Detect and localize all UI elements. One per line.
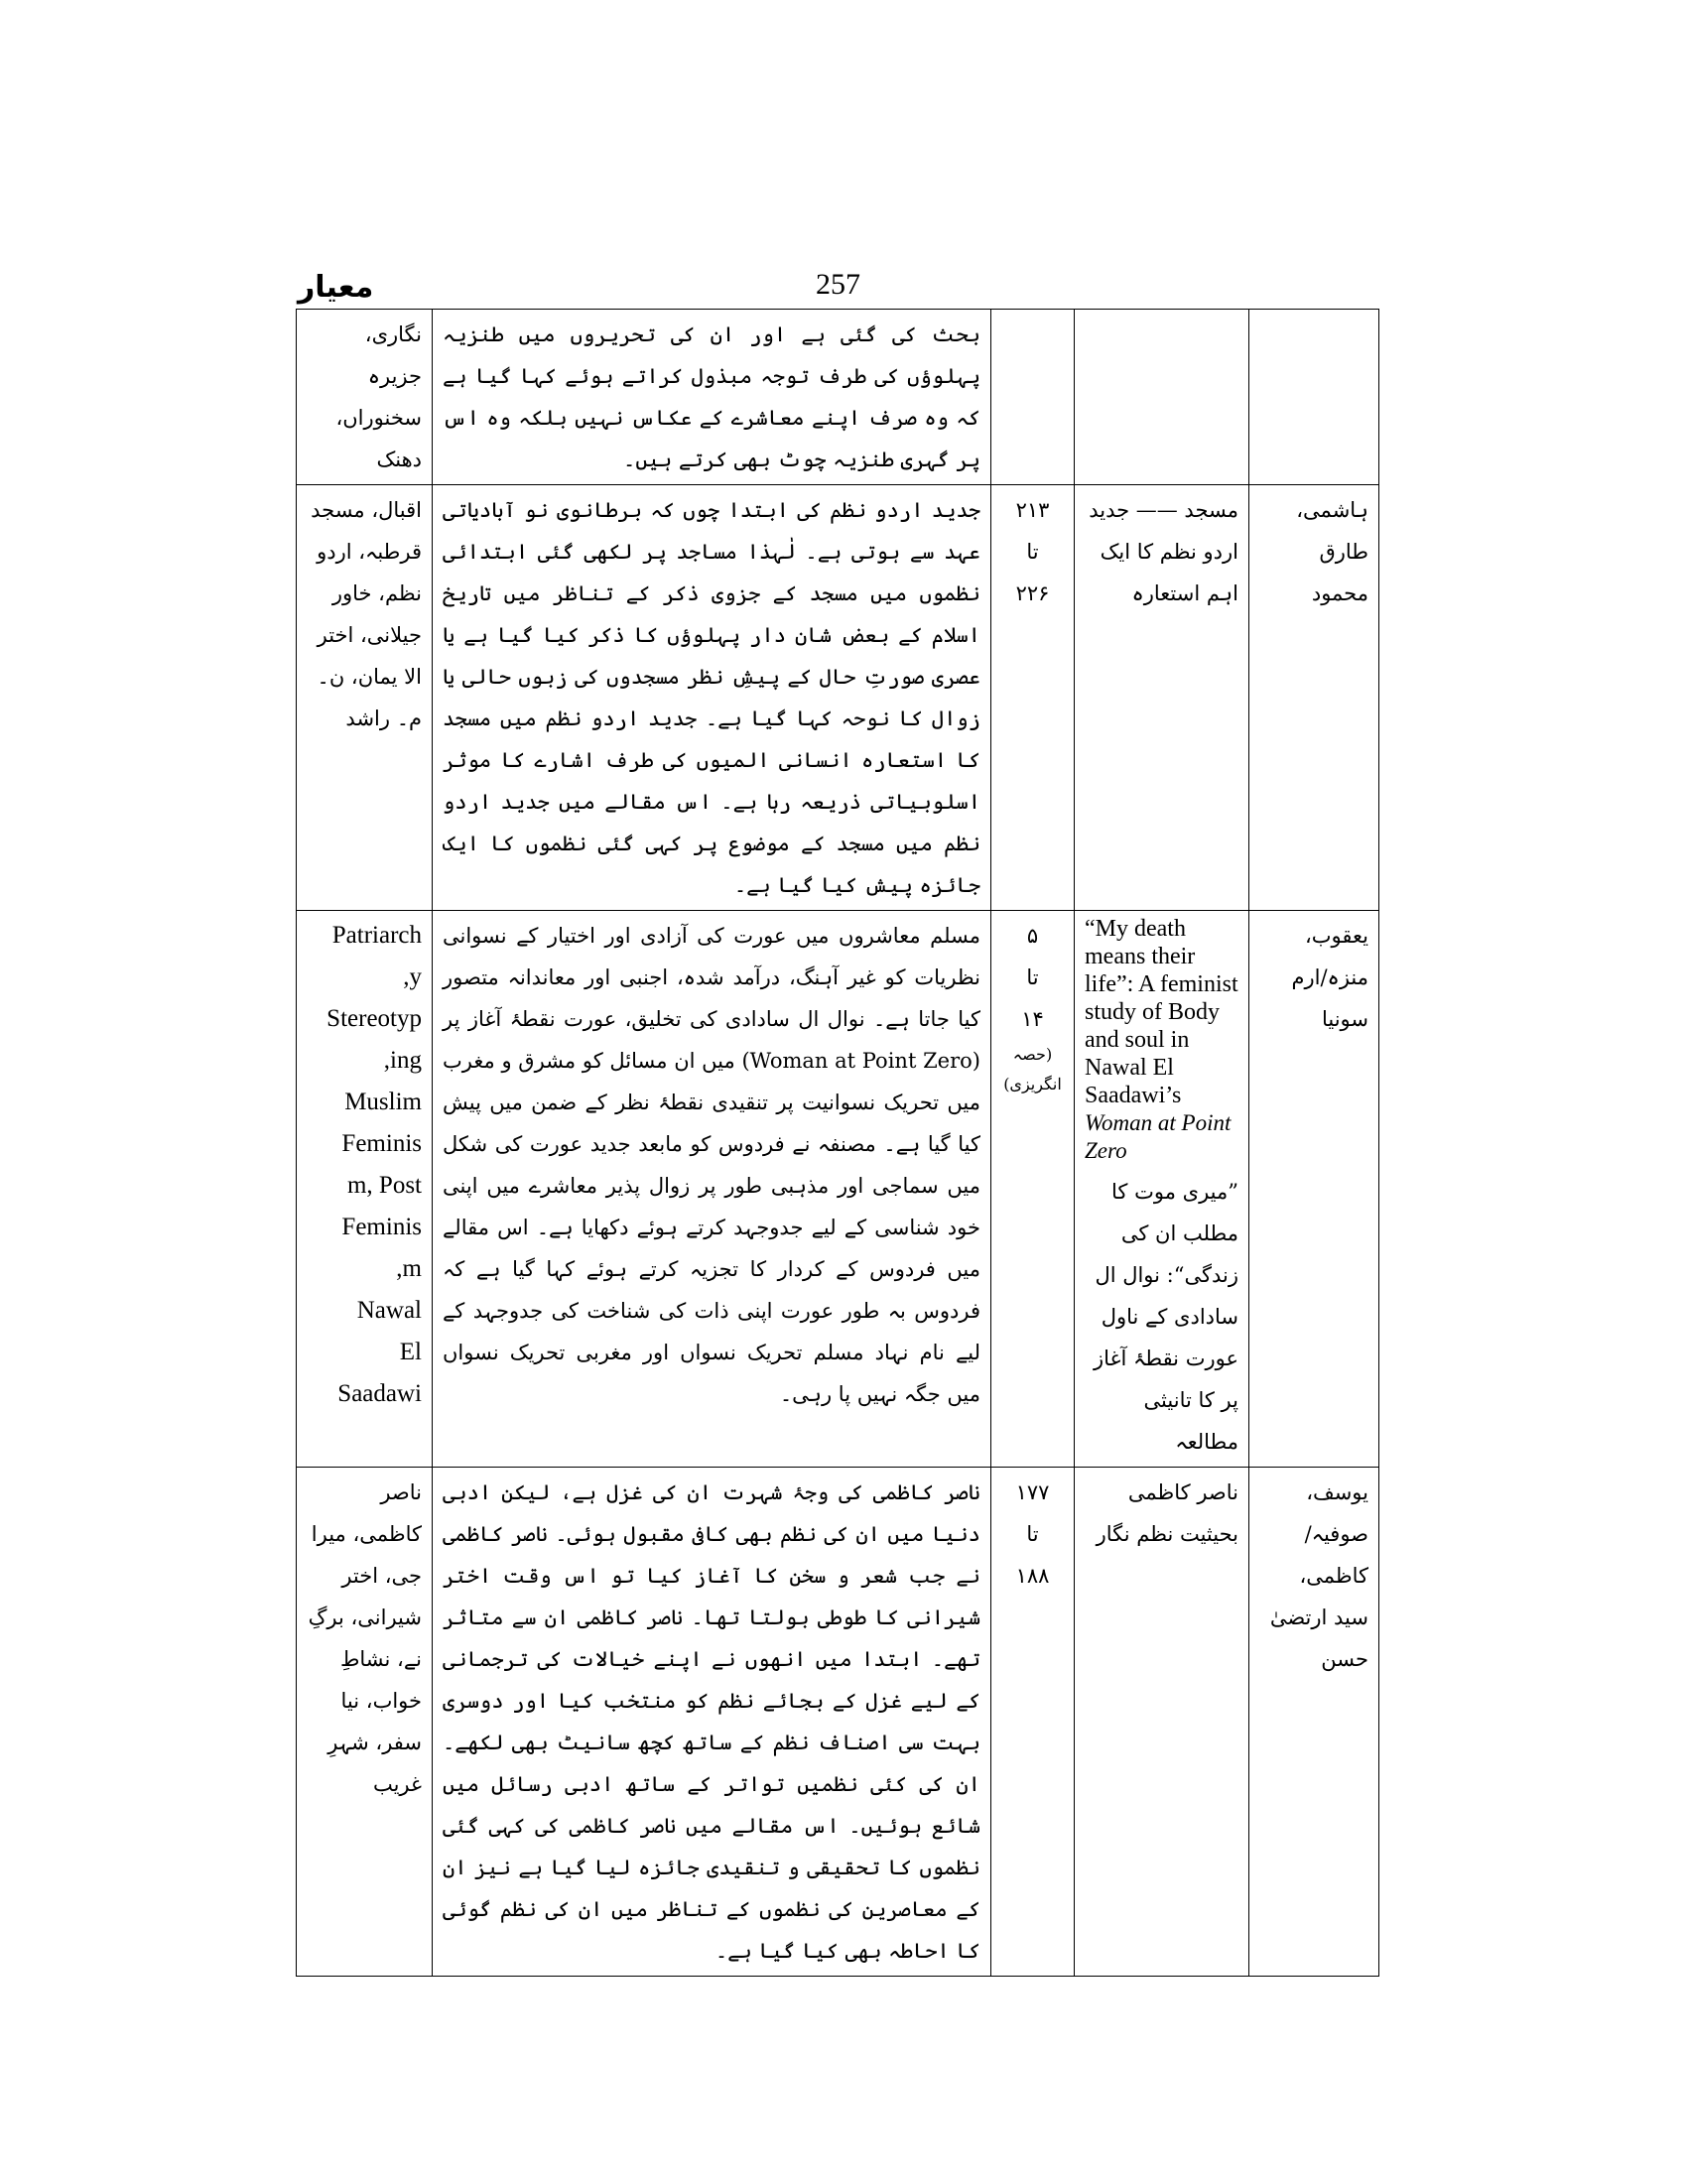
author-name: یوسف، صوفیہ/ کاظمی، سید ارتضیٰ حسن: [1269, 1480, 1368, 1671]
title-cell: [1075, 310, 1249, 485]
table-row: [297, 1468, 1379, 1977]
abstract-cell: [433, 911, 991, 1468]
keyword-line: Feminis: [341, 1130, 422, 1157]
pages-cell: [991, 1468, 1075, 1977]
author-cell: [1249, 1468, 1379, 1977]
abstract-text: جدید اردو نظم کی ابتدا چوں کہ برطانوی نو آبادیاتی عہد سے ہوتی ہے۔ لٰہذا مساجد پر لکھی گئی ابتدائی نظموں میں مسجد کے جزوی ذکر کے تناظر میں تاریخ اسلام کے بعض شان دار پہلوؤں کا ذکر کیا گیا ہے یا عصری صورتِ حال کے پیشِ نظر مسجدوں کی زبوں حالی یا زوال کا نوحہ کہا گیا ہے۔ جدید اردو نظم میں مسجد کا استعارہ انسانی المیوں کی طرف اشارے کا موثر اسلوبیاتی ذریعہ رہا ہے۔ اس مقالے میں جدید اردو نظم میں مسجد کے موضوع پر کہی گئی نظموں کا ایک جائزہ پیش کیا گیا ہے۔: [443, 498, 980, 897]
keyword-line: m,: [396, 1255, 422, 1282]
page-start: ۱۷۷: [1015, 1480, 1050, 1504]
page-end: ۲۲۶: [1015, 581, 1050, 605]
title-cell: [1075, 485, 1249, 911]
pages-cell: [991, 310, 1075, 485]
table-row: [297, 310, 1379, 485]
page-number: 257: [816, 268, 860, 301]
author-name: ہاشمی، طارق محمود: [1296, 498, 1368, 605]
page-start: ۵: [1026, 924, 1039, 948]
keyword-line: El: [399, 1339, 422, 1365]
index-table: [296, 309, 1379, 1977]
keywords-cell: [297, 310, 433, 485]
article-title: ”میری موت کا مطلب ان کی زندگی“: نوال ال سادادی کے ناول عورت نقطۂ آغاز پر کا تانیثی مطالعہ: [1094, 1180, 1238, 1454]
abstract-cell: [433, 1468, 991, 1977]
title-english-italic: Woman at Point Zero: [1085, 1110, 1232, 1163]
page-end: ۱۴: [1021, 1007, 1044, 1031]
table-row: [297, 911, 1379, 1468]
abstract-cell: [433, 485, 991, 911]
page-note: (حصہ: [1012, 1045, 1053, 1064]
author-cell: [1249, 485, 1379, 911]
keywords-cell: [297, 911, 433, 1468]
abstract-text: ناصر کاظمی کی وجۂ شہرت ان کی غزل ہے، لیکن ادبی دنیا میں ان کی نظم بھی کافی مقبول ہوئی۔ ناصر کاظمی نے جب شعر و سخن کا آغاز کیا تو اس وقت اختر شیرانی کا طوطی بولتا تھا۔ ناصر کاظمی ان سے متاثر تھے۔ ابتدا میں انھوں نے اپنے خیالات کی ترجمانی کے لیے غزل کے بجائے نظم کو منتخب کیا اور دوسری بہت سی اصناف نظم کے ساتھ کچھ سانیٹ بھی لکھے۔ ان کی کئی نظمیں تواتر کے ساتھ ادبی رسائل میں شائع ہوئیں۔ اس مقالے میں ناصر کاظمی کی کہی گئی نظموں کا تحقیقی و تنقیدی جائزہ لیا گیا ہے نیز ان کے معاصرین کی نظموں کے تناظر میں ان کی نظم گوئی کا احاطہ بھی کیا گیا ہے۔: [443, 1480, 980, 1963]
title-english-text: “My death means their life”: A feminist study of Body and soul in Nawal El Saadawi’s: [1085, 916, 1238, 1108]
abstract-cell: [433, 310, 991, 485]
keyword-line: y,: [403, 964, 422, 990]
abstract-text: بحث کی گئی ہے اور ان کی تحریروں میں طنزیہ پہلوؤں کی طرف توجہ مبذول کراتے ہوئے کہا گیا ہے کہ وہ صرف اپنے معاشرے کے عکاس نہیں بلکہ وہ اس پر گہری طنزیہ چوٹ بھی کرتے ہیں۔: [443, 322, 980, 471]
title-cell: [1075, 1468, 1249, 1977]
pages-cell: [991, 911, 1075, 1468]
article-title: مسجد —— جدید اردو نظم کا ایک اہم استعارہ: [1089, 498, 1238, 605]
keywords-text: اقبال، مسجد قرطبہ، اردو نظم، خاور جیلانی، اختر الا یمان، ن۔ م۔ راشد: [311, 498, 422, 730]
table-row: [297, 485, 1379, 911]
page-to: تا: [1026, 965, 1039, 989]
keywords-text: ناصر کاظمی، میرا جی، اختر شیرانی، برگِ نے، نشاطِ خواب، نیا سفر، شہرِ غریب: [308, 1480, 422, 1796]
article-title: ناصر کاظمی بحیثیت نظم نگار: [1096, 1480, 1238, 1546]
author-name: یعقوب، منزہ/ارم سونیا: [1291, 924, 1368, 1031]
keyword-line: Patriarch: [331, 922, 422, 949]
keywords-text: نگاری، جزیرہ سخنوراں، دھنک: [335, 322, 422, 471]
author-cell: [1249, 911, 1379, 1468]
abstract-text: مسلم معاشروں میں عورت کی آزادی اور اختیار کے نسوانی نظریات کو غیر آہنگ، درآمد شدہ، اجنبی اور معاندانہ متصور کیا جاتا ہے۔ نوال ال سادادی کی تخلیق، عورت نقطۂ آغاز پر (Woman at Point Zero) میں ان مسائل کو مشرق و مغرب میں تحریک نسوانیت پر تنقیدی نقطۂ نظر کے ضمن میں پیش کیا گیا ہے۔ مصنفہ نے فردوس کو مابعد جدید عورت کی شکل میں سماجی اور مذہبی طور پر زوال پذیر معاشرے میں اپنی خود شناسی کے لیے جدوجہد کرتے ہوئے دکھایا ہے۔ اس مقالے میں فردوس کے کردار کا تجزیہ کرتے ہوئے کہا گیا ہے کہ فردوس بہ طور عورت اپنی ذات کی شناخت کی جدوجہد کے لیے نام نہاد مسلم تحریک نسواں اور مغربی تحریک نسواں میں جگہ نہیں پا رہی۔: [443, 924, 980, 1406]
page-end: ۱۸۸: [1015, 1564, 1050, 1588]
page-to: تا: [1026, 1522, 1039, 1546]
keyword-line: Stereotyp: [326, 1005, 422, 1032]
keyword-line: m, Post: [346, 1172, 422, 1199]
keyword-line: ing,: [383, 1047, 422, 1074]
keywords-cell: [297, 1468, 433, 1977]
keyword-line: Muslim: [344, 1089, 422, 1115]
keywords-cell: [297, 485, 433, 911]
pages-cell: [991, 485, 1075, 911]
journal-title: معیار: [298, 270, 374, 305]
keyword-line: Feminis: [341, 1214, 422, 1240]
author-cell: [1249, 310, 1379, 485]
title-cell: [1075, 911, 1249, 1468]
keyword-line: Nawal: [356, 1297, 422, 1324]
article-title-english: [1085, 915, 1238, 1165]
page-start: ۲۱۳: [1015, 498, 1050, 522]
page-note: انگریزی): [1003, 1075, 1062, 1093]
page-to: تا: [1026, 540, 1039, 564]
keyword-line: Saadawi: [337, 1380, 422, 1407]
